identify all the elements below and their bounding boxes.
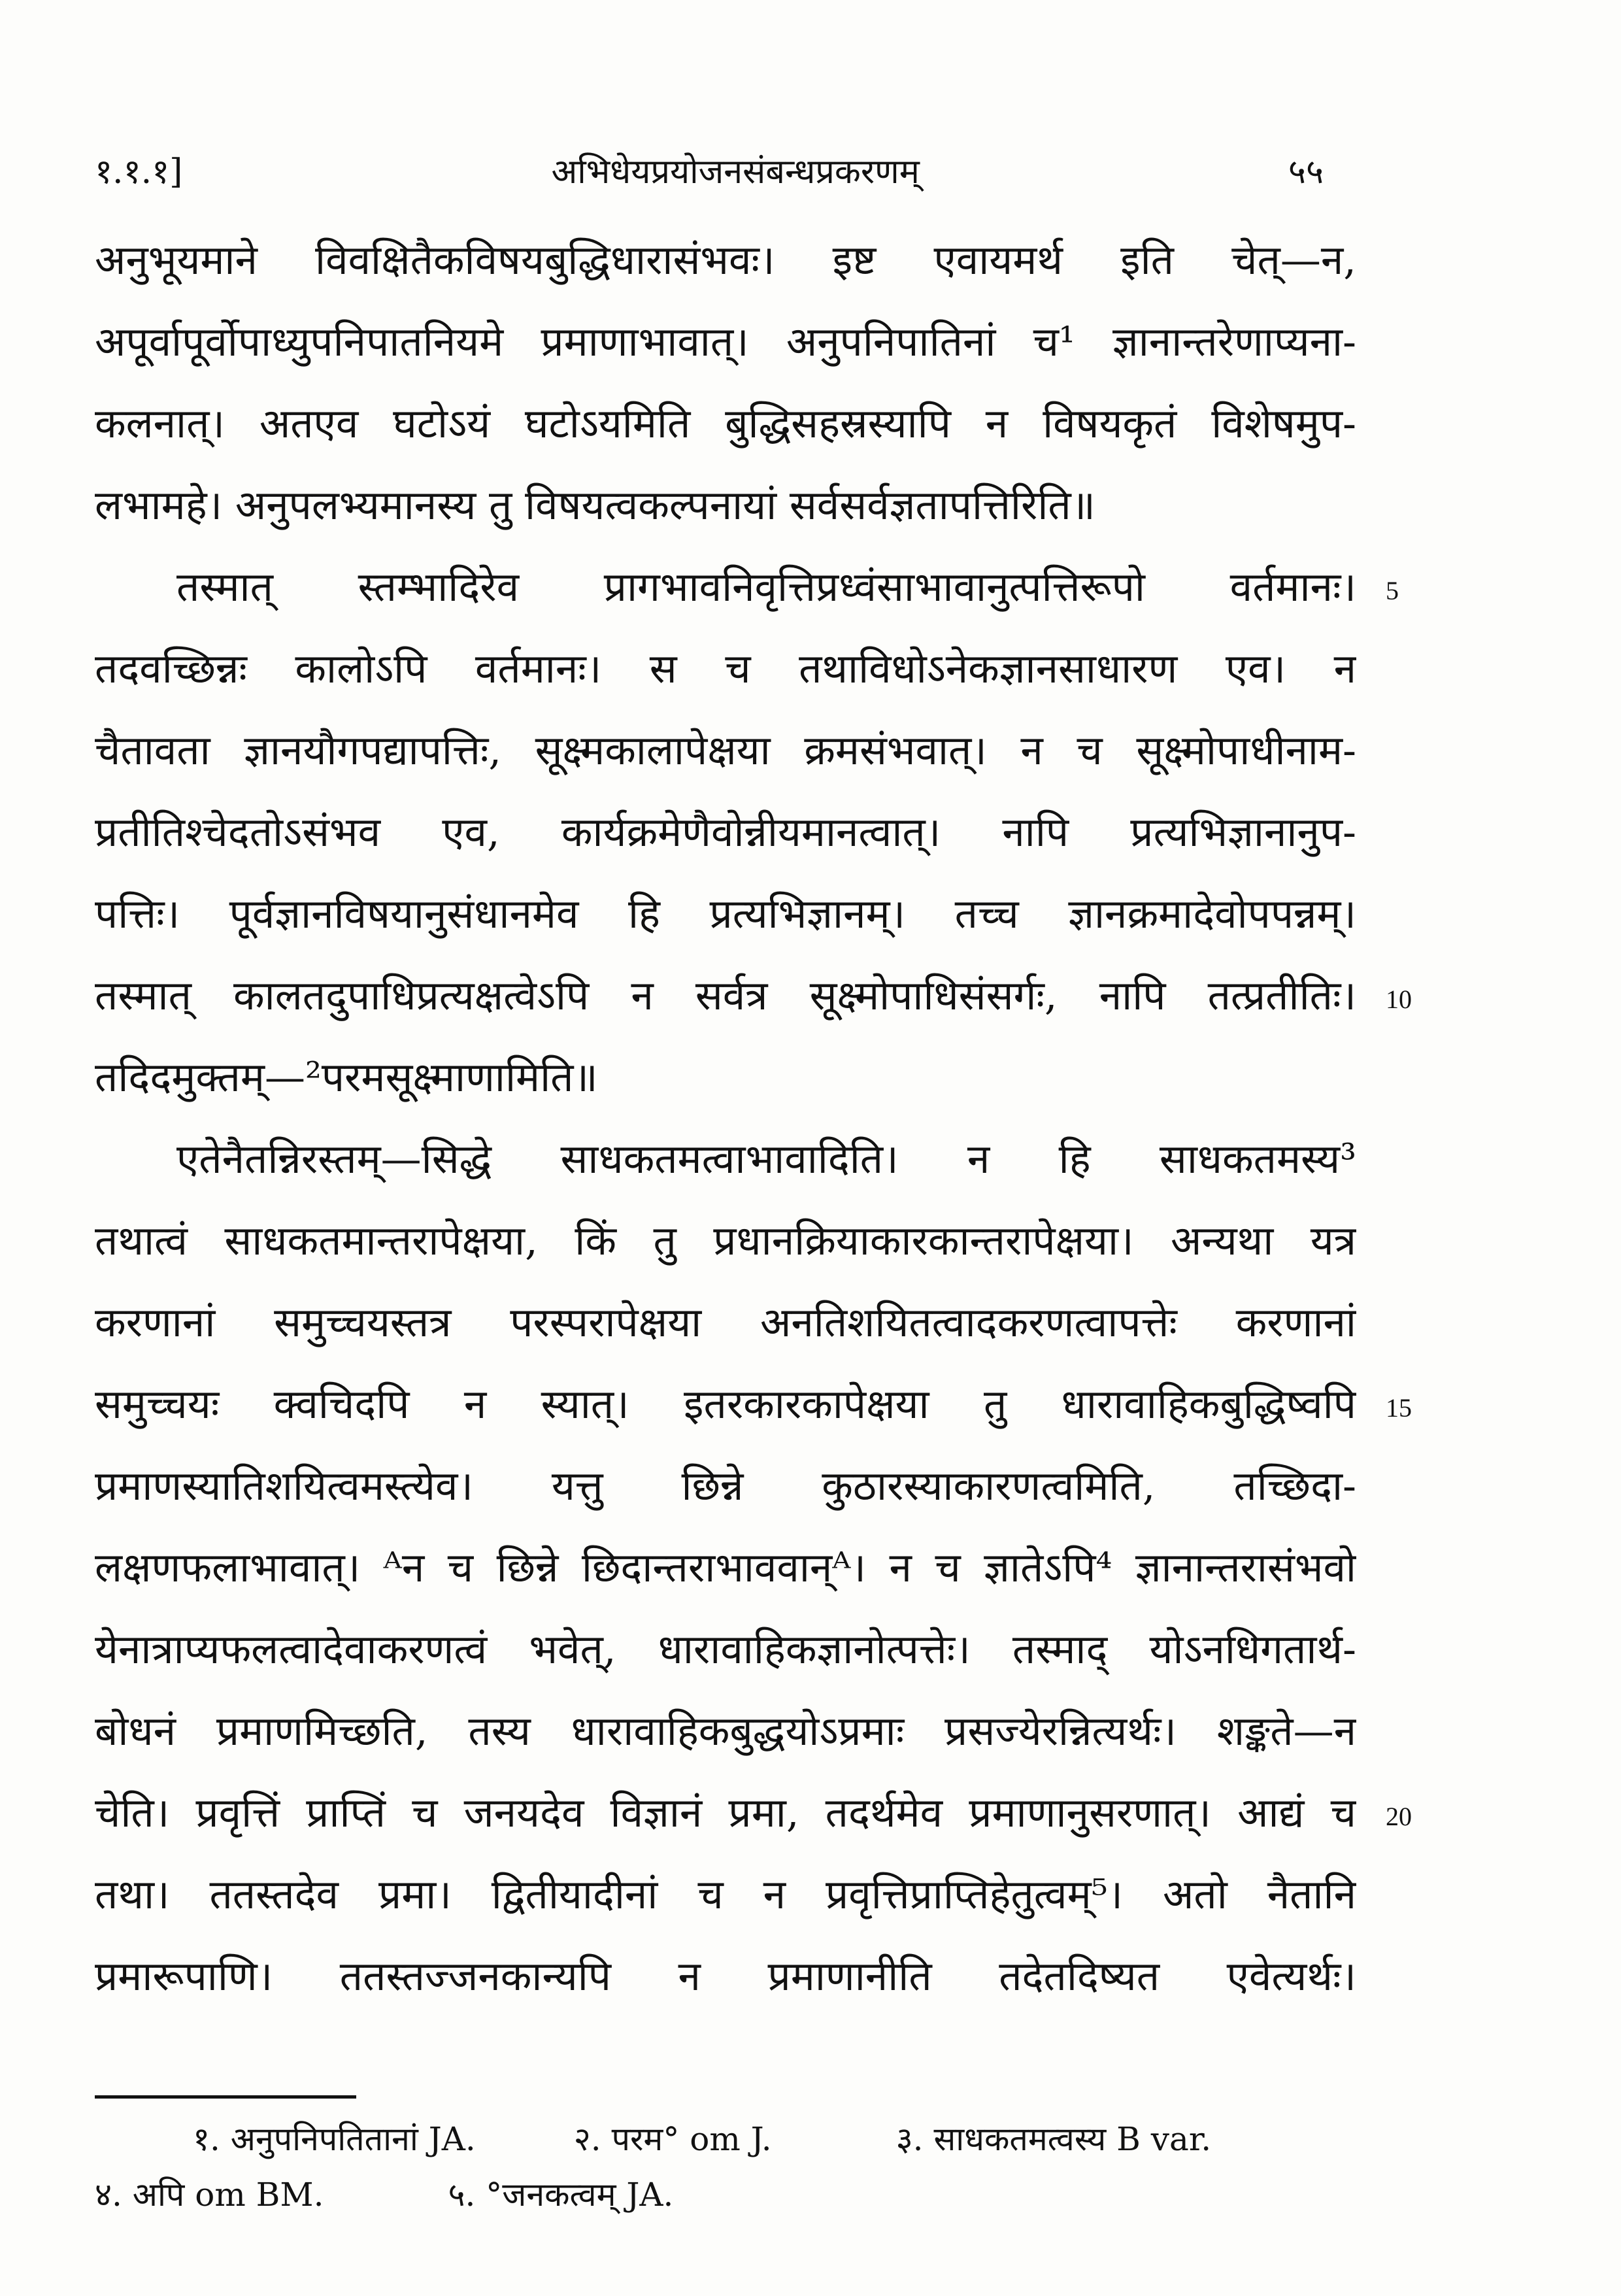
footnote: ३. साधकतमत्वस्य B var. [895,2120,1212,2158]
text-line: लभामहे। अनुपलभ्यमानस्य तु विषयत्वकल्पनायां सर्वसर्वज्ञतापत्तिरिति॥ [95,481,1095,529]
footnotes [95,2112,1356,2223]
text-line: चेति। प्रवृत्तिं प्राप्तिं च जनयदेव विज्ञानं प्रमा, तदर्थमेव प्रमाणानुसरणात्। आद्यं च [95,1789,1356,1836]
text-line: एतेनैतन्निरस्तम्—सिद्धे साधकतमत्वाभावादिति। न हि साधकतमस्य³ [176,1135,1356,1183]
line-number: 10 [1386,985,1412,1014]
text-line: लक्षणफलाभावात्। ᴬन च छिन्ने छिदान्तराभाववान्ᴬ। न च ज्ञातेऽपि⁴ ज्ञानान्तरासंभवो [95,1544,1356,1591]
text-line: तथा। ततस्तदेव प्रमा। द्वितीयादीनां च न प्रवृत्तिप्राप्तिहेतुत्वम्⁵। अतो नैतानि [95,1870,1356,1918]
text-line: प्रमारूपाणि। ततस्तज्जनकान्यपि न प्रमाणानीति तदेतदिष्यत एवेत्यर्थः। [95,1952,1356,2000]
text-line: समुच्चयः क्वचिदपि न स्यात्। इतरकारकापेक्षया तु धारावाहिकबुद्धिष्वपि [95,1380,1356,1428]
text-line: तदवच्छिन्नः कालोऽपि वर्तमानः। स च तथाविधोऽनेकज्ञानसाधारण एव। न [95,645,1356,692]
footnote: ५. °जनकत्वम् JA. [448,2176,674,2214]
footnote: ४. अपि om BM. [95,2176,324,2214]
footnote-rule [95,2095,356,2099]
footnote: २. परम° om J. [573,2120,772,2158]
text-line: तस्मात् कालतदुपाधिप्रत्यक्षत्वेऽपि न सर्वत्र सूक्ष्मोपाधिसंसर्गः, नापि तत्प्रतीतिः। [95,971,1356,1019]
text-line: बोधनं प्रमाणमिच्छति, तस्य धारावाहिकबुद्धयोऽप्रमाः प्रसज्येरन्नित्यर्थः। शङ्कते—न [95,1707,1356,1755]
line-number: 5 [1386,576,1399,605]
text-line: येनात्राप्यफलत्वादेवाकरणत्वं भवेत्, धारावाहिकज्ञानोत्पत्तेः। तस्माद् योऽनधिगतार्थ- [95,1625,1356,1673]
text-line: प्रतीतिश्चेदतोऽसंभव एव, कार्यक्रमेणैवोन्नीयमानत्वात्। नापि प्रत्यभिज्ञानानुप- [95,808,1356,856]
text-line: प्रमाणस्यातिशयित्वमस्त्येव। यत्तु छिन्ने कुठारस्याकारणत्वमिति, तच्छिदा- [95,1462,1356,1510]
line-number: 15 [1386,1393,1412,1423]
text-line: तस्मात् स्तम्भादिरेव प्रागभावनिवृत्तिप्रध्वंसाभावानुत्पत्तिरूपो वर्तमानः। [176,563,1356,611]
text-line: अपूर्वापूर्वोपाध्युपनिपातनियमे प्रमाणाभावात्। अनुपनिपातिनां च¹ ज्ञानान्तरेणाप्यना- [95,318,1356,365]
section-reference: १.१.१] [95,152,183,192]
footnote: १. अनुपनिपतितानां JA. [193,2120,476,2158]
text-line: चैतावता ज्ञानयौगपद्यापत्तिः, सूक्ष्मकालापेक्षया क्रमसंभवात्। न च सूक्ष्मोपाधीनाम- [95,726,1356,774]
line-number: 20 [1386,1802,1412,1831]
page-title: अभिधेयप्रयोजनसंबन्धप्रकरणम् [551,152,920,192]
running-header [95,141,1324,199]
text-line: तथात्वं साधकतमान्तरापेक्षया, किं तु प्रधानक्रियाकारकान्तरापेक्षया। अन्यथा यत्र [95,1217,1356,1264]
text-line: पत्तिः। पूर्वज्ञानविषयानुसंधानमेव हि प्रत्यभिज्ञानम्। तच्च ज्ञानक्रमादेवोपपन्नम्। [95,890,1356,937]
text-line: करणानां समुच्चयस्तत्र परस्परापेक्षया अनतिशयितत्वादकरणत्वापत्तेः करणानां [95,1298,1356,1346]
main-text [95,219,1356,2017]
text-line: अनुभूयमाने विवक्षितैकविषयबुद्धिधारासंभवः। इष्ट एवायमर्थ इति चेत्—न, [95,236,1356,284]
text-line: कलनात्। अतएव घटोऽयं घटोऽयमिति बुद्धिसहस्रस्यापि न विषयकृतं विशेषमुप- [95,399,1356,447]
text-line: तदिदमुक्तम्—²परमसूक्ष्माणामिति॥ [95,1053,598,1101]
page-number: ५५ [1288,152,1324,192]
